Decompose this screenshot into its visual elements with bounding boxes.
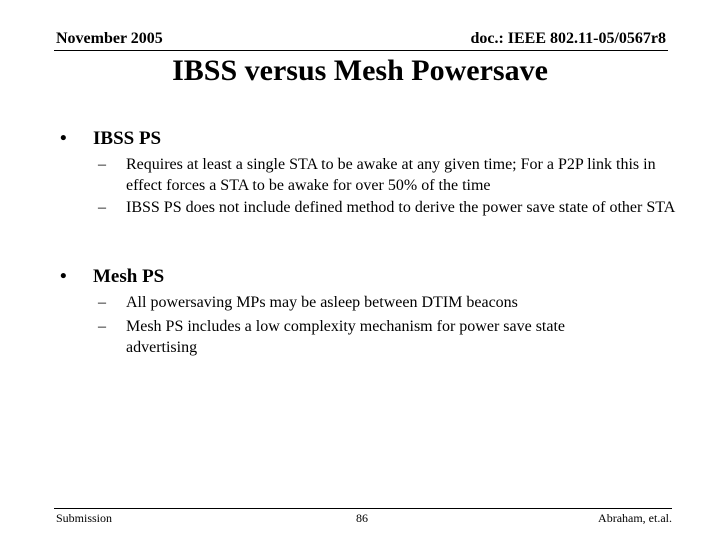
header-doc-id: doc.: IEEE 802.11-05/0567r8 xyxy=(470,30,666,47)
sub-bullet-text: Mesh PS includes a low complexity mechanism for power save state advertising xyxy=(126,318,566,356)
bullet-ibss-ps xyxy=(60,128,161,150)
dash-marker: – xyxy=(98,156,106,173)
slide-title: IBSS versus Mesh Powersave xyxy=(172,54,548,87)
bullet-label: IBSS PS xyxy=(93,128,162,149)
bullet-mesh-ps xyxy=(60,266,164,288)
header-rule xyxy=(54,50,668,51)
sub-bullet xyxy=(98,316,628,358)
dash-marker: – xyxy=(98,318,106,335)
footer-page-number: 86 xyxy=(356,511,368,525)
footer-authors: Abraham, et.al. xyxy=(598,511,672,525)
bullet-label: Mesh PS xyxy=(93,266,165,287)
dash-marker: – xyxy=(98,294,106,311)
dash-marker: – xyxy=(98,199,106,216)
sub-bullet xyxy=(98,197,678,218)
sub-bullet xyxy=(98,292,678,313)
bullet-dot: • xyxy=(60,266,67,287)
sub-bullet-text: IBSS PS does not include defined method to derive the power save state of other STA xyxy=(126,199,676,216)
sub-bullet-text: Requires at least a single STA to be awake at any given time; For a P2P link this in effect forces a STA to be awake for over 50% of the time xyxy=(126,156,656,194)
bullet-dot: • xyxy=(60,128,67,149)
header-date: November 2005 xyxy=(56,30,163,47)
footer-submission: Submission xyxy=(56,511,113,525)
footer-rule xyxy=(54,508,672,509)
sub-bullet xyxy=(98,154,678,196)
sub-bullet-text: All powersaving MPs may be asleep between DTIM beacons xyxy=(126,294,518,311)
